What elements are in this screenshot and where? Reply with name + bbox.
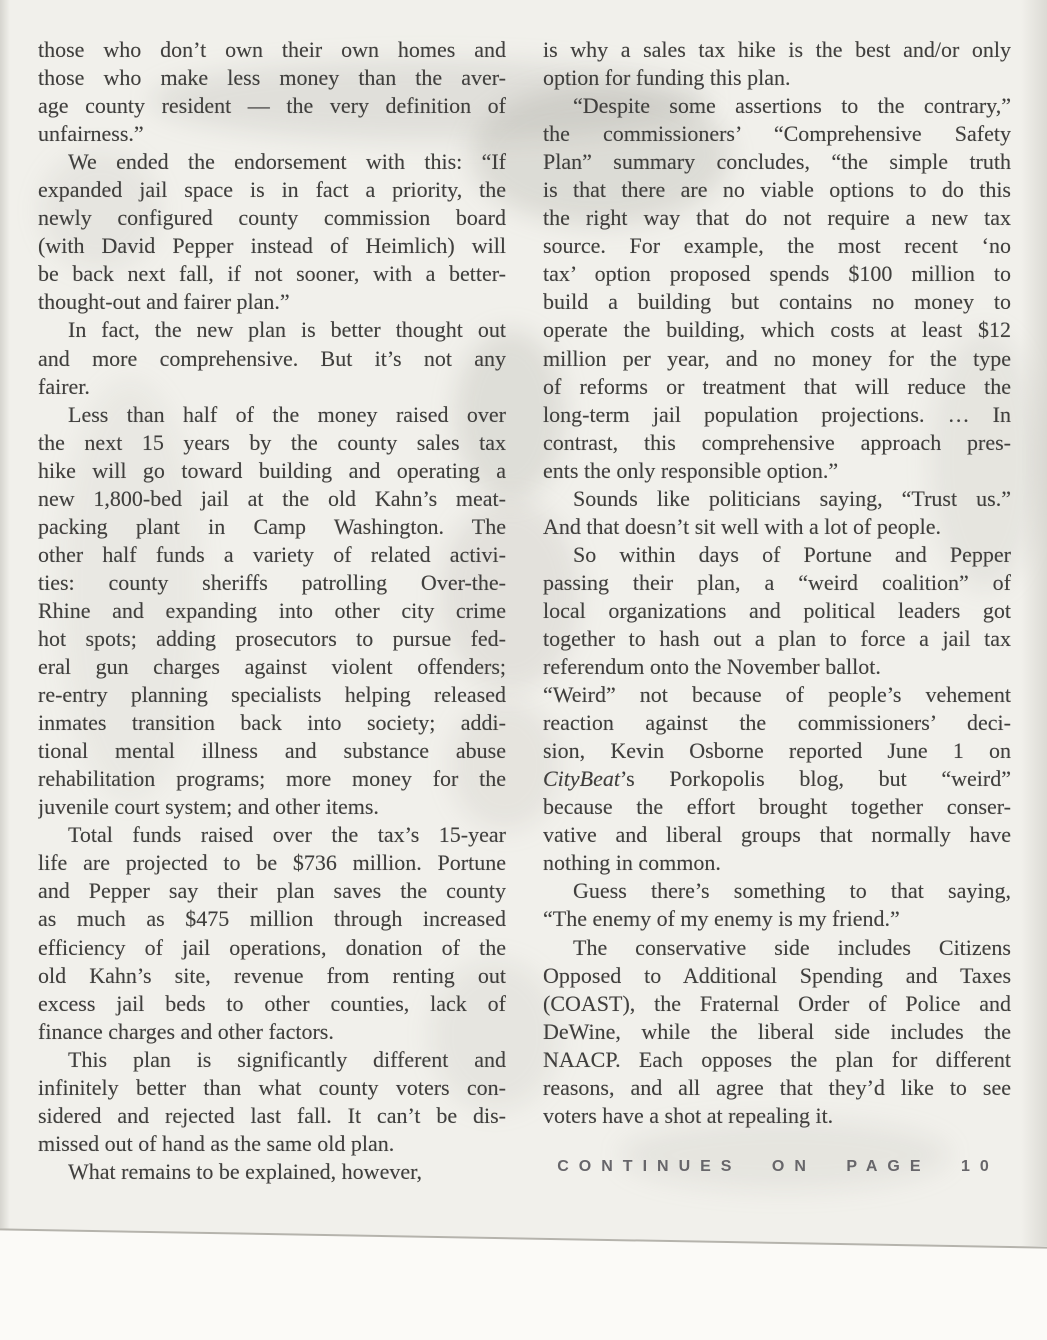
text-line: because the effort brought together conser- [543, 794, 1011, 820]
text-line: age county resident — the very definition of [38, 93, 506, 119]
text-line: DeWine, while the liberal side includes the [543, 1018, 1011, 1044]
text-line: expanded jail space is in fact a priority, the [38, 177, 506, 203]
text-line: voters have a shot at repealing it. [543, 1102, 834, 1128]
text-line: as much as $475 million through increased [38, 906, 506, 932]
text-line: thought-out and fairer plan.” [38, 289, 290, 315]
italic-publication-name: CityBeat [543, 766, 620, 792]
article-column-left [38, 36, 506, 1186]
text-line: million per year, and no money for the type [543, 345, 1011, 371]
text-line: packing plant in Camp Washington. The [38, 513, 506, 539]
text-line: infinitely better than what county voters con- [38, 1074, 506, 1100]
text-line: of reforms or treatment that will reduce the [543, 373, 1011, 399]
text-line: (COAST), the Fraternal Order of Police and [543, 990, 1011, 1016]
text-line: tional mental illness and substance abuse [38, 738, 506, 764]
text-line: ents the only responsible option.” [543, 457, 839, 483]
text-line: unfairness.” [38, 121, 144, 147]
text-line: old Kahn’s site, revenue from renting out [38, 962, 506, 988]
text-line: The conservative side includes Citizens [573, 934, 1011, 960]
text-line: passing their plan, a “weird coalition” of [543, 569, 1011, 595]
text-line: is why a sales tax hike is the best and/or only [543, 37, 1011, 62]
text-line: finance charges and other factors. [38, 1018, 334, 1044]
text-line: rehabilitation programs; more money for the [38, 766, 506, 792]
text-line: operate the building, which costs at least $12 [543, 317, 1011, 343]
text-line: long-term jail population projections. … In [543, 401, 1011, 427]
text-line: In fact, the new plan is better thought out [68, 317, 506, 343]
text-line: Total funds raised over the tax’s 15-year [68, 822, 506, 848]
text-line: is that there are no viable options to do this [543, 177, 1011, 203]
text-line: sidered and rejected last fall. It can’t be dis- [38, 1102, 506, 1128]
text-line: the commissioners’ “Comprehensive Safety [543, 121, 1011, 147]
text-line: contrast, this comprehensive approach pres- [543, 429, 1011, 455]
text-line: missed out of hand as the same old plan. [38, 1130, 395, 1156]
text-line: “The enemy of my enemy is my friend.” [543, 906, 900, 932]
text-line: “Weird” not because of people’s vehement [543, 682, 1011, 708]
text-line: together to hash out a plan to force a jail tax [543, 625, 1011, 651]
text-line: reasons, and all agree that they’d like to see [543, 1074, 1011, 1100]
text-line: re-entry planning specialists helping released [38, 682, 506, 708]
text-line: And that doesn’t sit well with a lot of people. [543, 513, 941, 539]
text-line: eral gun charges against violent offenders; [38, 654, 506, 680]
text-line: (with David Pepper instead of Heimlich) will [38, 233, 506, 259]
text-line: build a building but contains no money to [543, 289, 1011, 315]
text-line: “Despite some assertions to the contrary,” [573, 93, 1011, 119]
text-segment: ’s Porkopolis blog, but “weird” [619, 766, 1011, 792]
text-line: those who make less money than the aver- [38, 65, 506, 91]
text-line: referendum onto the November ballot. [543, 654, 881, 680]
text-line: juvenile court system; and other items. [38, 794, 379, 820]
text-line: Less than half of the money raised over [68, 401, 506, 427]
text-line: the next 15 years by the county sales tax [38, 429, 506, 455]
text-line: hike will go toward building and operating a [38, 457, 506, 483]
text-line: those who don’t own their own homes and [38, 37, 506, 62]
text-line: We ended the endorsement with this: “If [68, 149, 506, 175]
text-line: and more comprehensive. But it’s not any [38, 345, 506, 371]
text-line: option for funding this plan. [543, 65, 791, 91]
text-line: efficiency of jail operations, donation of the [38, 934, 506, 960]
text-line [543, 765, 1011, 793]
text-line: Rhine and expanding into other city crime [38, 597, 506, 623]
text-line: ties: county sheriffs patrolling Over-the- [38, 569, 506, 595]
text-line: What remains to be explained, however, [68, 1158, 423, 1184]
text-line: newly configured county commission board [38, 205, 506, 231]
text-line: vative and liberal groups that normally have [543, 822, 1011, 848]
paper-left-edge [0, 0, 10, 1246]
text-line: NAACP. Each opposes the plan for different [543, 1046, 1011, 1072]
text-line: This plan is significantly different and [68, 1046, 506, 1072]
text-line: Sounds like politicians saying, “Trust us.” [573, 485, 1011, 511]
text-line: the right way that do not require a new tax [543, 205, 1011, 231]
scan-smudge [620, 1120, 950, 1190]
text-line: be back next fall, if not sooner, with a better- [38, 261, 506, 287]
text-line: and Pepper say their plan saves the county [38, 878, 506, 904]
text-line: sion, Kevin Osborne reported June 1 on [543, 738, 1011, 764]
text-line: hot spots; adding prosecutors to pursue fed- [38, 625, 506, 651]
text-line: inmates transition back into society; addi- [38, 710, 506, 736]
text-line: So within days of Portune and Pepper [573, 541, 1011, 567]
text-line: other half funds a variety of related activi- [38, 541, 506, 567]
text-line: Plan” summary concludes, “the simple truth [543, 149, 1011, 175]
continues-notice: CONTINUES ON PAGE 10 [557, 1158, 999, 1175]
text-line: tax’ option proposed spends $100 million to [543, 261, 1011, 287]
text-line: new 1,800-bed jail at the old Kahn’s meat- [38, 485, 506, 511]
text-line: excess jail beds to other counties, lack of [38, 990, 506, 1016]
text-line: fairer. [38, 373, 90, 399]
text-line: local organizations and political leaders got [543, 597, 1011, 623]
text-line: nothing in common. [543, 850, 721, 876]
text-line: Guess there’s something to that saying, [573, 878, 1011, 904]
text-line: source. For example, the most recent ‘no [543, 233, 1011, 259]
text-line: Opposed to Additional Spending and Taxes [543, 962, 1011, 988]
paper-right-edge [1021, 0, 1047, 1246]
text-line: life are projected to be $736 million. Portune [38, 850, 506, 876]
text-line: reaction against the commissioners’ deci- [543, 710, 1011, 736]
article-column-right [543, 36, 1011, 1130]
paper-torn-bottom-edge [0, 1228, 1047, 1340]
